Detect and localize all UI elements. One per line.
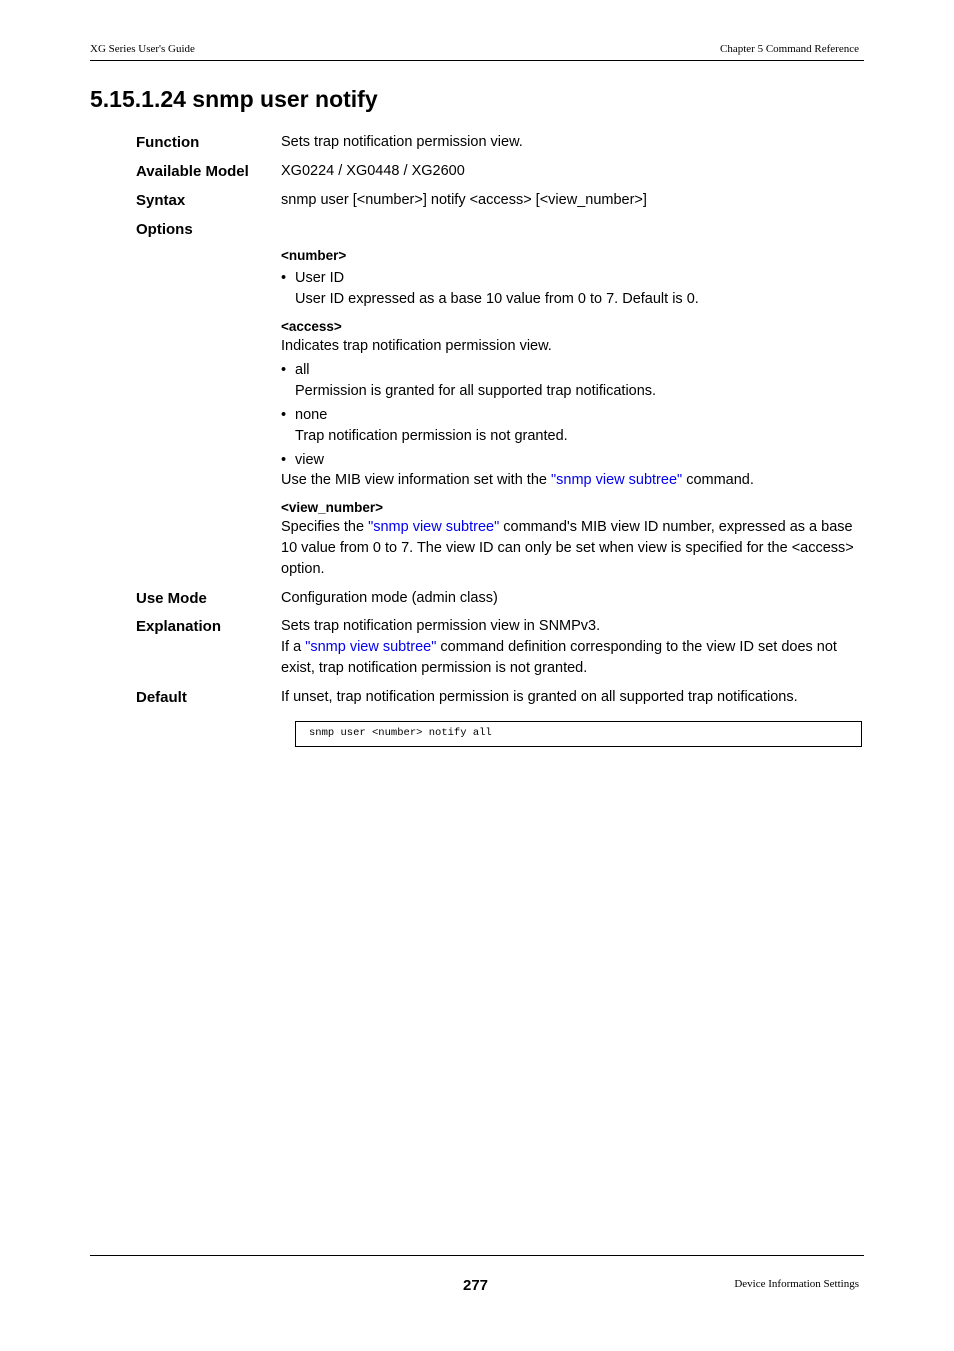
label-default: Default (136, 689, 187, 706)
explanation-pre: If a (281, 639, 306, 655)
footer-section: Device Information Settings (734, 1278, 859, 1290)
option-access-all: all (295, 362, 310, 378)
option-number-desc: User ID expressed as a base 10 value from 0 to 7. Default is 0. (295, 291, 699, 307)
explanation-line3: exist, trap notification permission is not granted. (281, 660, 588, 676)
option-view-number-line3: option. (281, 561, 325, 577)
option-view-number-name: <view_number> (281, 500, 384, 515)
bullet: • (281, 452, 287, 468)
option-access-view-desc (281, 470, 754, 491)
option-view-number-line2: 10 value from 0 to 7. The view ID can only be set when view is specified for the <access> (281, 540, 854, 556)
available-model-text: XG0224 / XG0448 / XG2600 (281, 163, 465, 179)
page-number: 277 (463, 1277, 489, 1294)
default-code: snmp user <number> notify all (309, 727, 492, 739)
snmp-view-subtree-link[interactable]: "snmp view subtree" (368, 519, 500, 535)
syntax-text: snmp user [<number>] notify <access> [<view_number>] (281, 192, 647, 208)
option-access-none-desc: Trap notification permission is not granted. (295, 428, 568, 444)
label-use-mode: Use Mode (136, 590, 207, 607)
option-access-name: <access> (281, 319, 342, 334)
option-access-intro: Indicates trap notification permission view. (281, 338, 552, 354)
label-options: Options (136, 221, 193, 238)
label-available-model: Available Model (136, 163, 249, 180)
option-view-number-line1 (281, 517, 853, 538)
option-number-name: <number> (281, 248, 347, 263)
option-access-view: view (295, 452, 325, 468)
footer-rule (90, 1255, 864, 1256)
view-number-post: command's MIB view ID number, expressed as a base (499, 519, 853, 535)
explanation-post: command definition corresponding to the view ID set does not (436, 639, 837, 655)
view-desc-post: command. (682, 472, 754, 488)
default-text: If unset, trap notification permission is granted on all supported trap notifications. (281, 689, 798, 705)
use-mode-text: Configuration mode (admin class) (281, 590, 498, 606)
view-number-pre: Specifies the (281, 519, 369, 535)
header-chapter: Chapter 5 Command Reference (720, 43, 859, 55)
label-syntax: Syntax (136, 192, 186, 209)
section-title: 5.15.1.24 snmp user notify (90, 86, 378, 112)
view-desc-pre: Use the MIB view information set with the (281, 472, 551, 488)
explanation-line2 (281, 637, 837, 658)
option-access-none: none (295, 407, 328, 423)
header-rule (90, 60, 864, 61)
option-access-all-desc: Permission is granted for all supported trap notifications. (295, 383, 657, 399)
header-guide-title: XG Series User's Guide (90, 43, 195, 55)
default-code-box (295, 721, 862, 747)
snmp-view-subtree-link[interactable]: "snmp view subtree" (550, 472, 683, 488)
label-function: Function (136, 134, 200, 151)
snmp-view-subtree-link[interactable]: "snmp view subtree" (305, 639, 437, 655)
label-explanation: Explanation (136, 618, 222, 635)
option-number-item: User ID (295, 270, 345, 286)
explanation-line1: Sets trap notification permission view in SNMPv3. (281, 618, 601, 634)
bullet: • (281, 407, 287, 423)
bullet: • (281, 270, 287, 286)
function-text: Sets trap notification permission view. (281, 134, 523, 150)
bullet: • (281, 362, 287, 378)
